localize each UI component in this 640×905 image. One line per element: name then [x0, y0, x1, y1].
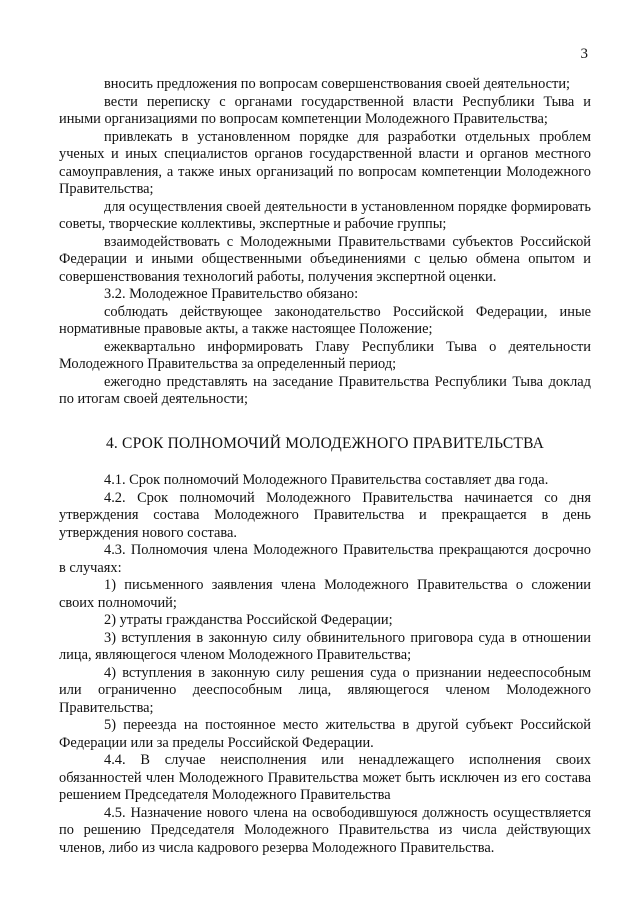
paragraph-3-2-obligations: 3.2. Молодежное Правительство обязано:: [104, 286, 359, 302]
paragraph-comply-law: соблюдать действующее законодательство Российской Федерации, иные нормативные правовые акты, а также настоящее Положение;: [59, 303, 591, 337]
section-heading-term: 4. СРОК ПОЛНОМОЧИЙ МОЛОДЕЖНОГО ПРАВИТЕЛЬСТВА: [105, 434, 545, 452]
paragraph-4-3: 4.3. Полномочия члена Молодежного Правительства прекращаются досрочно в случаях:: [59, 542, 591, 576]
list-item-1-resignation: 1) письменного заявления члена Молодежного Правительства о сложении своих полномочий;: [59, 577, 591, 611]
paragraph-4-4: 4.4. В случае неисполнения или ненадлежащего исполнения своих обязанностей член Молодежного Правительства может быть исключен из его состава решением Председателя Молодежного Правительства: [59, 752, 591, 803]
document-body: [59, 76, 591, 857]
paragraph-correspondence: вести переписку с органами государственной власти Республики Тыва и иными организациями по вопросам компетенции Молодежного Правительства;: [59, 93, 591, 127]
paragraph-annual-report: ежегодно представлять на заседание Правительства Республики Тыва доклад по итогам своей деятельности;: [59, 373, 591, 407]
page-number: 3: [580, 46, 588, 62]
paragraph-interaction: взаимодействовать с Молодежными Правительствами субъектов Российской Федерации и иными общественными объединениями с целью обмена опытом и совершенствования технологий работы, получения экспертной оценки.: [59, 233, 591, 285]
list-item-4-incapacity: 4) вступления в законную силу решения суда о признании недееспособным или ограниченно дееспособным лица, являющегося членом Молодежного Правительства;: [59, 664, 591, 716]
paragraph-working-groups: для осуществления своей деятельности в установленном порядке формировать советы, творческие коллективы, экспертные и рабочие группы;: [59, 198, 591, 232]
paragraph-proposals: вносить предложения по вопросам совершенствования своей деятельности;: [104, 76, 571, 92]
paragraph-specialists: привлекать в установленном порядке для разработки отдельных проблем ученых и иных специалистов органов государственной власти и органов местного самоуправления, а также иных организаций по вопросам компетенции Молодежного Правительства;: [59, 128, 591, 197]
paragraph-4-2: 4.2. Срок полномочий Молодежного Правительства начинается со дня утверждения состава Молодежного Правительства и прекращается в день утверждения нового состава.: [59, 489, 591, 541]
paragraph-4-5: 4.5. Назначение нового члена на освободившуюся должность осуществляется по решению Председателя Молодежного Правительства из числа действующих членов, либо из числа кадрового резерва Молодежного Правительства.: [59, 804, 591, 856]
paragraph-quarterly-report: ежеквартально информировать Главу Республики Тыва о деятельности Молодежного Правительства за определенный период;: [59, 338, 591, 372]
list-item-5-relocation: 5) переезда на постоянное место жительства в другой субъект Российской Федерации или за пределы Российской Федерации.: [59, 717, 591, 751]
list-item-3-conviction: 3) вступления в законную силу обвинительного приговора суда в отношении лица, являющегося членом Молодежного Правительства;: [59, 629, 591, 663]
paragraph-4-1: 4.1. Срок полномочий Молодежного Правительства составляет два года.: [104, 472, 549, 488]
list-item-2-citizenship: 2) утраты гражданства Российской Федерации;: [104, 612, 393, 628]
